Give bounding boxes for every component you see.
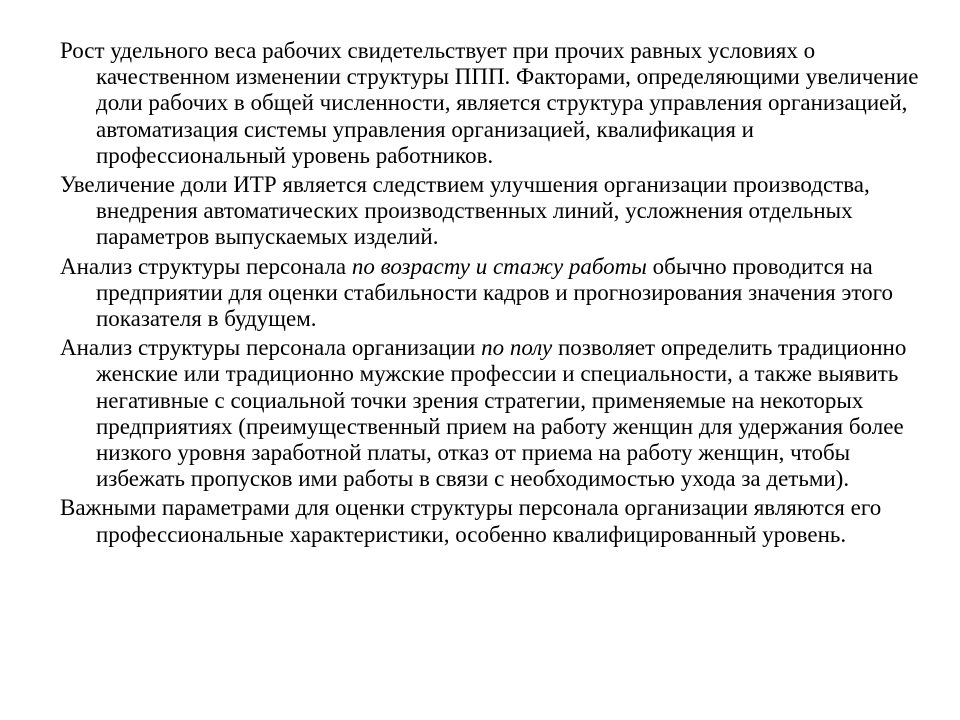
paragraph-text: Анализ структуры персонала организации: [60, 335, 482, 361]
paragraph-text: Увеличение доли ИТР является следствием улучшения организации производства, внедрения автоматических производственных линий, усложнения отдельных параметров выпускаемых изделий.: [60, 172, 870, 250]
paragraph-workers-share: [60, 38, 920, 169]
paragraph-text: позволяет определить традиционно женские или традиционно мужские профессии и специальности, а также выявить негативные с социальной точки зрения стратегии, применяемые на некоторых предприятиях (преимущественный прием на работу женщин для удержания более низкого уровня заработной платы, отказ от приема на работу женщин, чтобы избежать пропусков ими работы в связи с необходимостью ухода за детьми).: [96, 335, 907, 492]
emphasis-text: по возрасту и стажу работы: [351, 253, 647, 279]
paragraph-itr-share: [60, 172, 920, 251]
paragraph-gender: [60, 335, 920, 492]
paragraph-text: обычно проводится на предприятии для оценки стабильности кадров и прогнозирования значения этого показателя в будущем.: [96, 253, 893, 332]
paragraph-text: Рост удельного веса рабочих свидетельствует при прочих равных условиях о качественном изменении структуры ППП. Факторами, определяющими увеличение доли рабочих в общей численности, является структура управления организацией, автоматизация системы управления организацией, квалификация и профессиональный уровень работников.: [60, 38, 919, 168]
paragraph-age-experience: [60, 254, 920, 333]
paragraph-text: Анализ структуры персонала: [60, 253, 352, 279]
emphasis-text: по полу: [481, 335, 553, 361]
paragraph-professional: [60, 495, 920, 547]
paragraph-text: Важными параметрами для оценки структуры персонала организации являются его профессиональные характеристики, особенно квалифицированный уровень.: [60, 495, 882, 547]
slide-body: [60, 38, 920, 551]
